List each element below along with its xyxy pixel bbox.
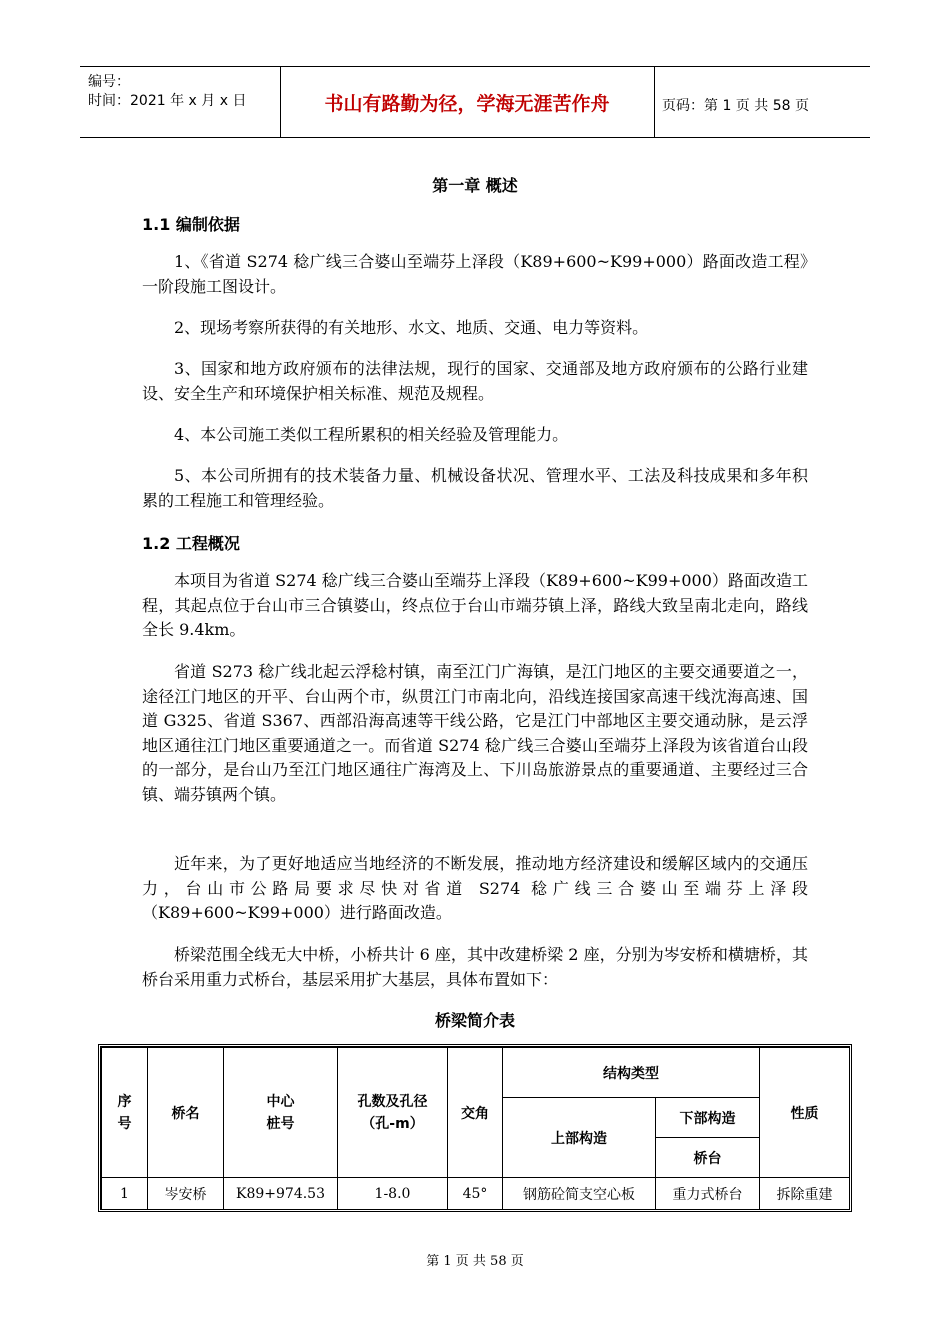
header-skew: 交角 xyxy=(448,1048,503,1178)
chapter-title: 第一章 概述 xyxy=(432,176,518,195)
header-nature: 性质 xyxy=(760,1048,850,1178)
header-structure-type: 结构类型 xyxy=(503,1048,760,1098)
paragraph: 4、本公司施工类似工程所累积的相关经验及管理能力。 xyxy=(174,425,569,444)
header-motto: 书山有路勤为径，学海无涯苦作舟 xyxy=(324,93,610,115)
table-cell: 钢筋砼简支空心板 xyxy=(503,1178,656,1210)
section-heading: 1.1 编制依据 xyxy=(142,215,240,234)
table-cell: 45° xyxy=(448,1178,503,1210)
page-header xyxy=(80,66,870,138)
header-upper: 上部构造 xyxy=(503,1098,656,1178)
table-caption: 桥梁简介表 xyxy=(434,1011,515,1030)
header-number-label: 编号： xyxy=(88,74,130,90)
paragraph: 桥梁范围全线无大中桥，小桥共计 6 座，其中改建桥梁 2 座，分别为岑安桥和横塘桥，其桥台采用重力式桥台，基层采用扩大基层，具体布置如下： xyxy=(142,945,808,989)
header-divider xyxy=(654,67,655,137)
table-cell: 重力式桥台 xyxy=(656,1178,760,1210)
table-cell: K89+974.53 xyxy=(224,1178,338,1210)
paragraph: 近年来，为了更好地适应当地经济的不断发展，推动地方经济建设和缓解区域内的交通压力，台山市公路局要求尽快对省道 S274 稔广线三合婆山至端芬上泽段（K89+600~K99+000）进行路面改造。 xyxy=(142,854,808,923)
paragraph: 5、本公司所拥有的技术装备力量、机械设备状况、管理水平、工法及科技成果和多年积累的工程施工和管理经验。 xyxy=(142,466,808,510)
header-spans: 孔数及孔径 （孔-m） xyxy=(338,1048,448,1178)
paragraph: 本项目为省道 S274 稔广线三合婆山至端芬上泽段（K89+600~K99+000）路面改造工程，其起点位于台山市三合镇婆山，终点位于台山市端芬镇上泽，路线大致呈南北走向，路线全长 9.4km。 xyxy=(142,571,808,640)
table-row xyxy=(102,1178,850,1210)
paragraph: 省道 S273 稔广线北起云浮稔村镇，南至江门广海镇，是江门地区的主要交通要道之一，途径江门地区的开平、台山两个市，纵贯江门市南北向，沿线连接国家高速干线沈海高速、国道 G325、省道 S367、西部沿海高速等干线公路，它是江门中部地区主要交通动脉，是云浮地区通往江门地区重要通道之一。而省道 S274 稔广线三合婆山至端芬上泽段为该省道台山段的一部分，是台山乃至江门地区通往广海湾及上、下川岛旅游景点的重要通道、主要经过三合镇、端芬镇两个镇。 xyxy=(142,662,808,804)
header-name: 桥名 xyxy=(148,1048,224,1178)
table-cell: 岑安桥 xyxy=(148,1178,224,1210)
paragraph: 3、国家和地方政府颁布的法律法规，现行的国家、交通部及地方政府颁布的公路行业建设、安全生产和环境保护相关标准、规范及规程。 xyxy=(142,359,808,403)
header-abutment: 桥台 xyxy=(656,1138,760,1178)
table-cell: 1-8.0 xyxy=(338,1178,448,1210)
paragraph: 2、现场考察所获得的有关地形、水文、地质、交通、电力等资料。 xyxy=(174,318,649,337)
section-heading: 1.2 工程概况 xyxy=(142,534,240,553)
page-footer: 第 1 页 共 58 页 xyxy=(426,1254,524,1269)
header-lower: 下部构造 xyxy=(656,1098,760,1138)
table-cell: 1 xyxy=(102,1178,148,1210)
header-center-stake: 中心 桩号 xyxy=(224,1048,338,1178)
header-seq: 序 号 xyxy=(102,1048,148,1178)
header-page-label: 页码：第 1 页 共 58 页 xyxy=(662,98,809,114)
header-date-label: 时间：2021 年 x 月 x 日 xyxy=(88,93,247,109)
paragraph: 1、《省道 S274 稔广线三合婆山至端芬上泽段（K89+600~K99+000）路面改造工程》一阶段施工图设计。 xyxy=(142,252,808,296)
bridge-table xyxy=(98,1044,852,1212)
table-cell: 拆除重建 xyxy=(760,1178,850,1210)
header-divider xyxy=(280,67,281,137)
header-meta xyxy=(88,73,246,111)
